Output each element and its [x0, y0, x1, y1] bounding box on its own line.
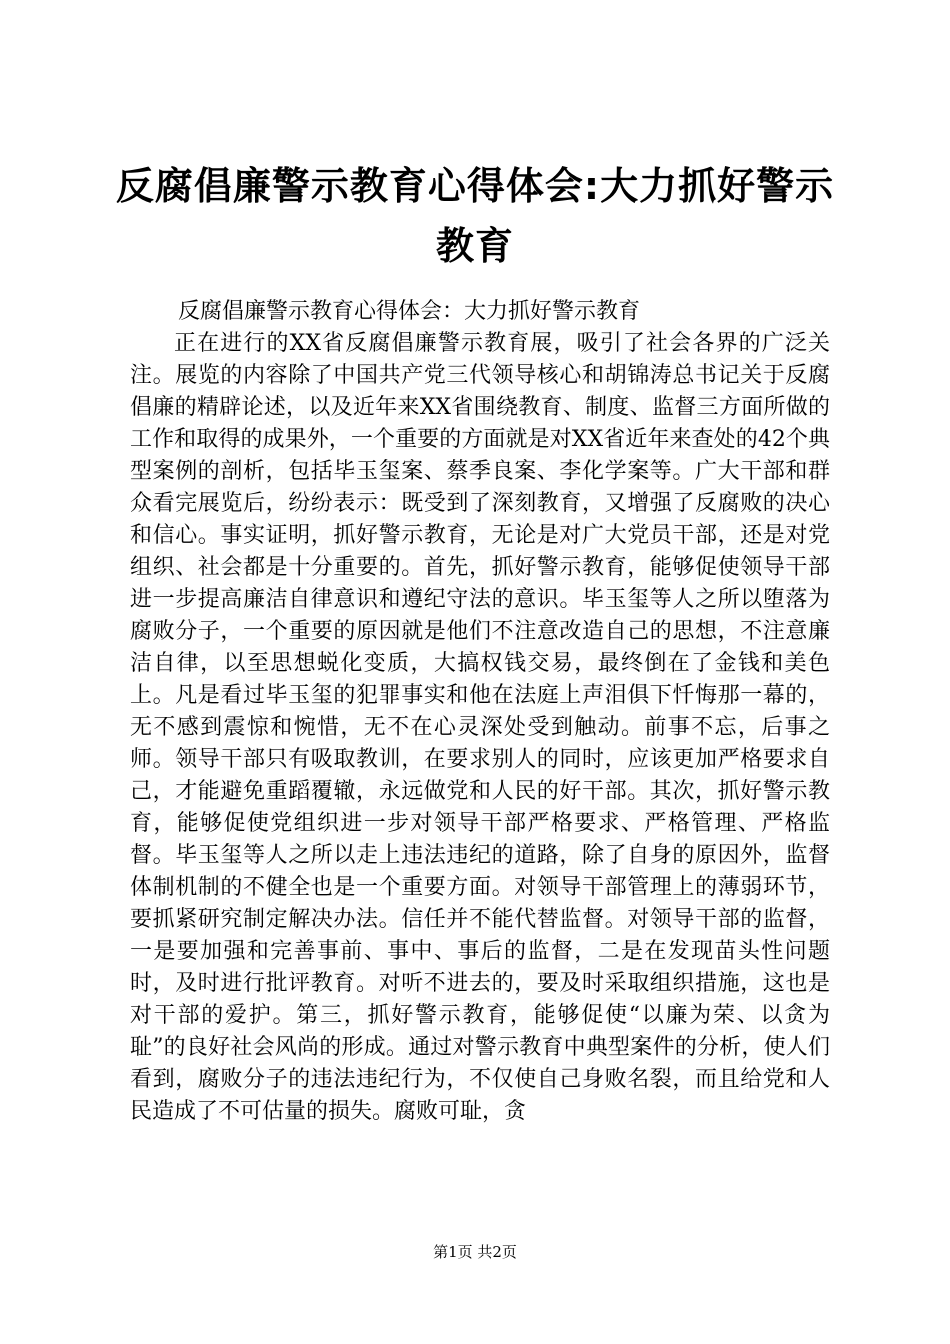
page-footer: 第1页 共2页 [433, 1243, 517, 1261]
document-subtitle: 反腐倡廉警示教育心得体会：大力抓好警示教育 [178, 299, 641, 324]
document-title: 反腐倡廉警示教育心得体会:大力抓好警示教育 [115, 164, 835, 268]
document-body: 正在进行的XX省反腐倡廉警示教育展，吸引了社会各界的广泛关注。展览的内容除了中国共产党三代领导核心和胡锦涛总书记关于反腐倡廉的精辟论述，以及近年来XX省围绕教育、制度、监督三方面所做的工作和取得的成果外，一个重要的方面就是对XX省近年来查处的42个典型案例的剖析，包括毕玉玺案、蔡季良案、李化学案等。广大干部和群众看完展览后，纷纷表示：既受到了深刻教育，又增强了反腐败的决心和信心。事实证明，抓好警示教育，无论是对广大党员干部，还是对党组织、社会都是十分重要的。首先，抓好警示教育，能够促使领导干部进一步提高廉洁自律意识和遵纪守法的意识。毕玉玺等人之所以堕落为腐败分子，一个重要的原因就是他们不注意改造自己的思想，不注意廉洁自律，以至思想蜕化变质，大搞权钱交易，最终倒在了金钱和美色上。凡是看过毕玉玺的犯罪事实和他在法庭上声泪俱下忏悔那一幕的，无不感到震惊和惋惜，无不在心灵深处受到触动。前事不忘，后事之师。领导干部只有吸取教训，在要求别人的同时，应该更加严格要求自己，才能避免重蹈覆辙，永远做党和人民的好干部。其次，抓好警示教育，能够促使党组织进一步对领导干部严格要求、严格管理、严格监督。毕玉玺等人之所以走上违法违纪的道路，除了自身的原因外，监督体制机制的不健全也是一个重要方面。对领导干部管理上的薄弱环节，要抓紧研究制定解决办法。信任并不能代替监督。对领导干部的监督，一是要加强和完善事前、事中、事后的监督，二是在发现苗头性问题时，及时进行批评教育。对听不进去的，要及时采取组织措施，这也是对干部的爱护。第三，抓好警示教育，能够促使“以廉为荣、以贪为耻”的良好社会风尚的形成。通过对警示教育中典型案件的分析，使人们看到，腐败分子的违法违纪行为，不仅使自己身败名裂，而且给党和人民造成了不可估量的损失。腐败可耻，贪 [130, 331, 830, 1124]
